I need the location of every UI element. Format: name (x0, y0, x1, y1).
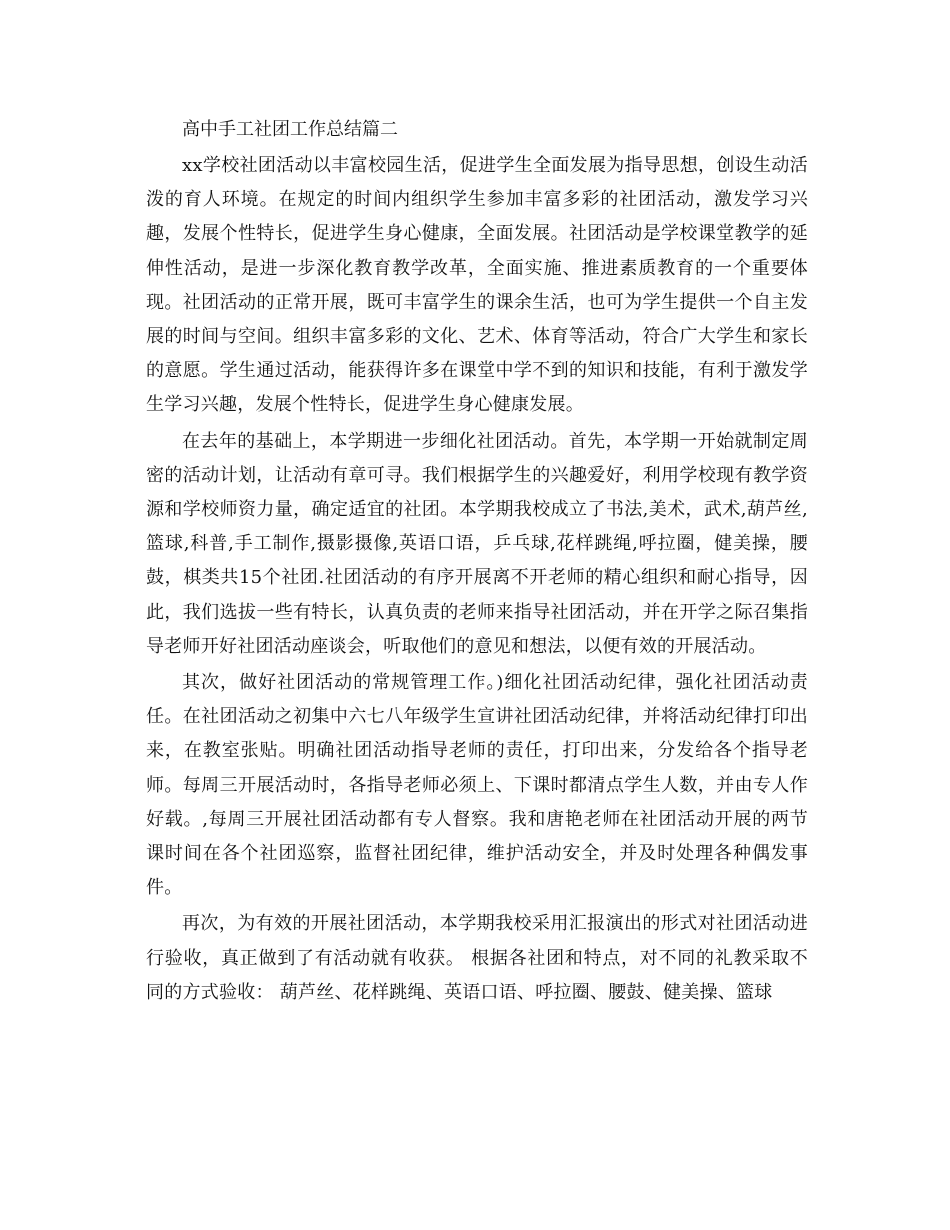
paragraph-3: 其次，做好社团活动的常规管理工作。)细化社团活动纪律，强化社团活动责任。在社团活动之初集中六七八年级学生宣讲社团活动纪律，并将活动纪律打印出来，在教室张贴。明确社团活动指导老师的责任，打印出来，分发给各个指导老师。每周三开展活动时，各指导老师必须上、下课时都清点学生人数，并由专人作好载。,每周三开展社团活动都有专人督察。我和唐艳老师在社团活动开展的两节课时间在各个社团巡察，监督社团纪律，维护活动安全，并及时处理各种偶发事件。 (146, 672, 808, 899)
paragraph-4: 再次，为有效的开展社团活动，本学期我校采用汇报演出的形式对社团活动进行验收，真正做到了有活动就有收获。 根据各社团和特点，对不同的礼教采取不同的方式验收： 葫芦丝、花样跳绳、英语口语、呼拉圈、腰鼓、健美操、篮球 (146, 913, 808, 1003)
paragraph-2: 在去年的基础上，本学期进一步细化社团活动。首先，本学期一开始就制定周密的活动计划，让活动有章可寻。我们根据学生的兴趣爱好，利用学校现有教学资源和学校师资力量，确定适宜的社团。本学期我校成立了书法,美术，武术,葫芦丝,篮球,科普,手工制作,摄影摄像,英语口语，乒乓球,花样跳绳,呼拉圈，健美操，腰鼓，棋类共15个社团.社团活动的有序开展离不开老师的精心组织和耐心指导，因此，我们选拔一些有特长，认真负责的老师来指导社团活动，并在开学之际召集指导老师开好社团活动座谈会，听取他们的意见和想法，以便有效的开展活动。 (146, 430, 808, 657)
document-body (146, 113, 808, 1010)
paragraph-1: xx学校社团活动以丰富校园生活，促进学生全面发展为指导思想，创设生动活泼的育人环境。在规定的时间内组织学生参加丰富多彩的社团活动，激发学习兴趣，发展个性特长，促进学生身心健康，全面发展。社团活动是学校课堂教学的延伸性活动，是进一步深化教育教学改革，全面实施、推进素质教育的一个重要体现。社团活动的正常开展，既可丰富学生的课余生活，也可为学生提供一个自主发展的时间与空间。组织丰富多彩的文化、艺术、体育等活动，符合广大学生和家长的意愿。学生通过活动，能获得许多在课堂中学不到的知识和技能，有利于激发学生学习兴趣，发展个性特长，促进学生身心健康发展。 (146, 155, 808, 416)
document-title: 高中手工社团工作总结篇二 (182, 119, 398, 140)
